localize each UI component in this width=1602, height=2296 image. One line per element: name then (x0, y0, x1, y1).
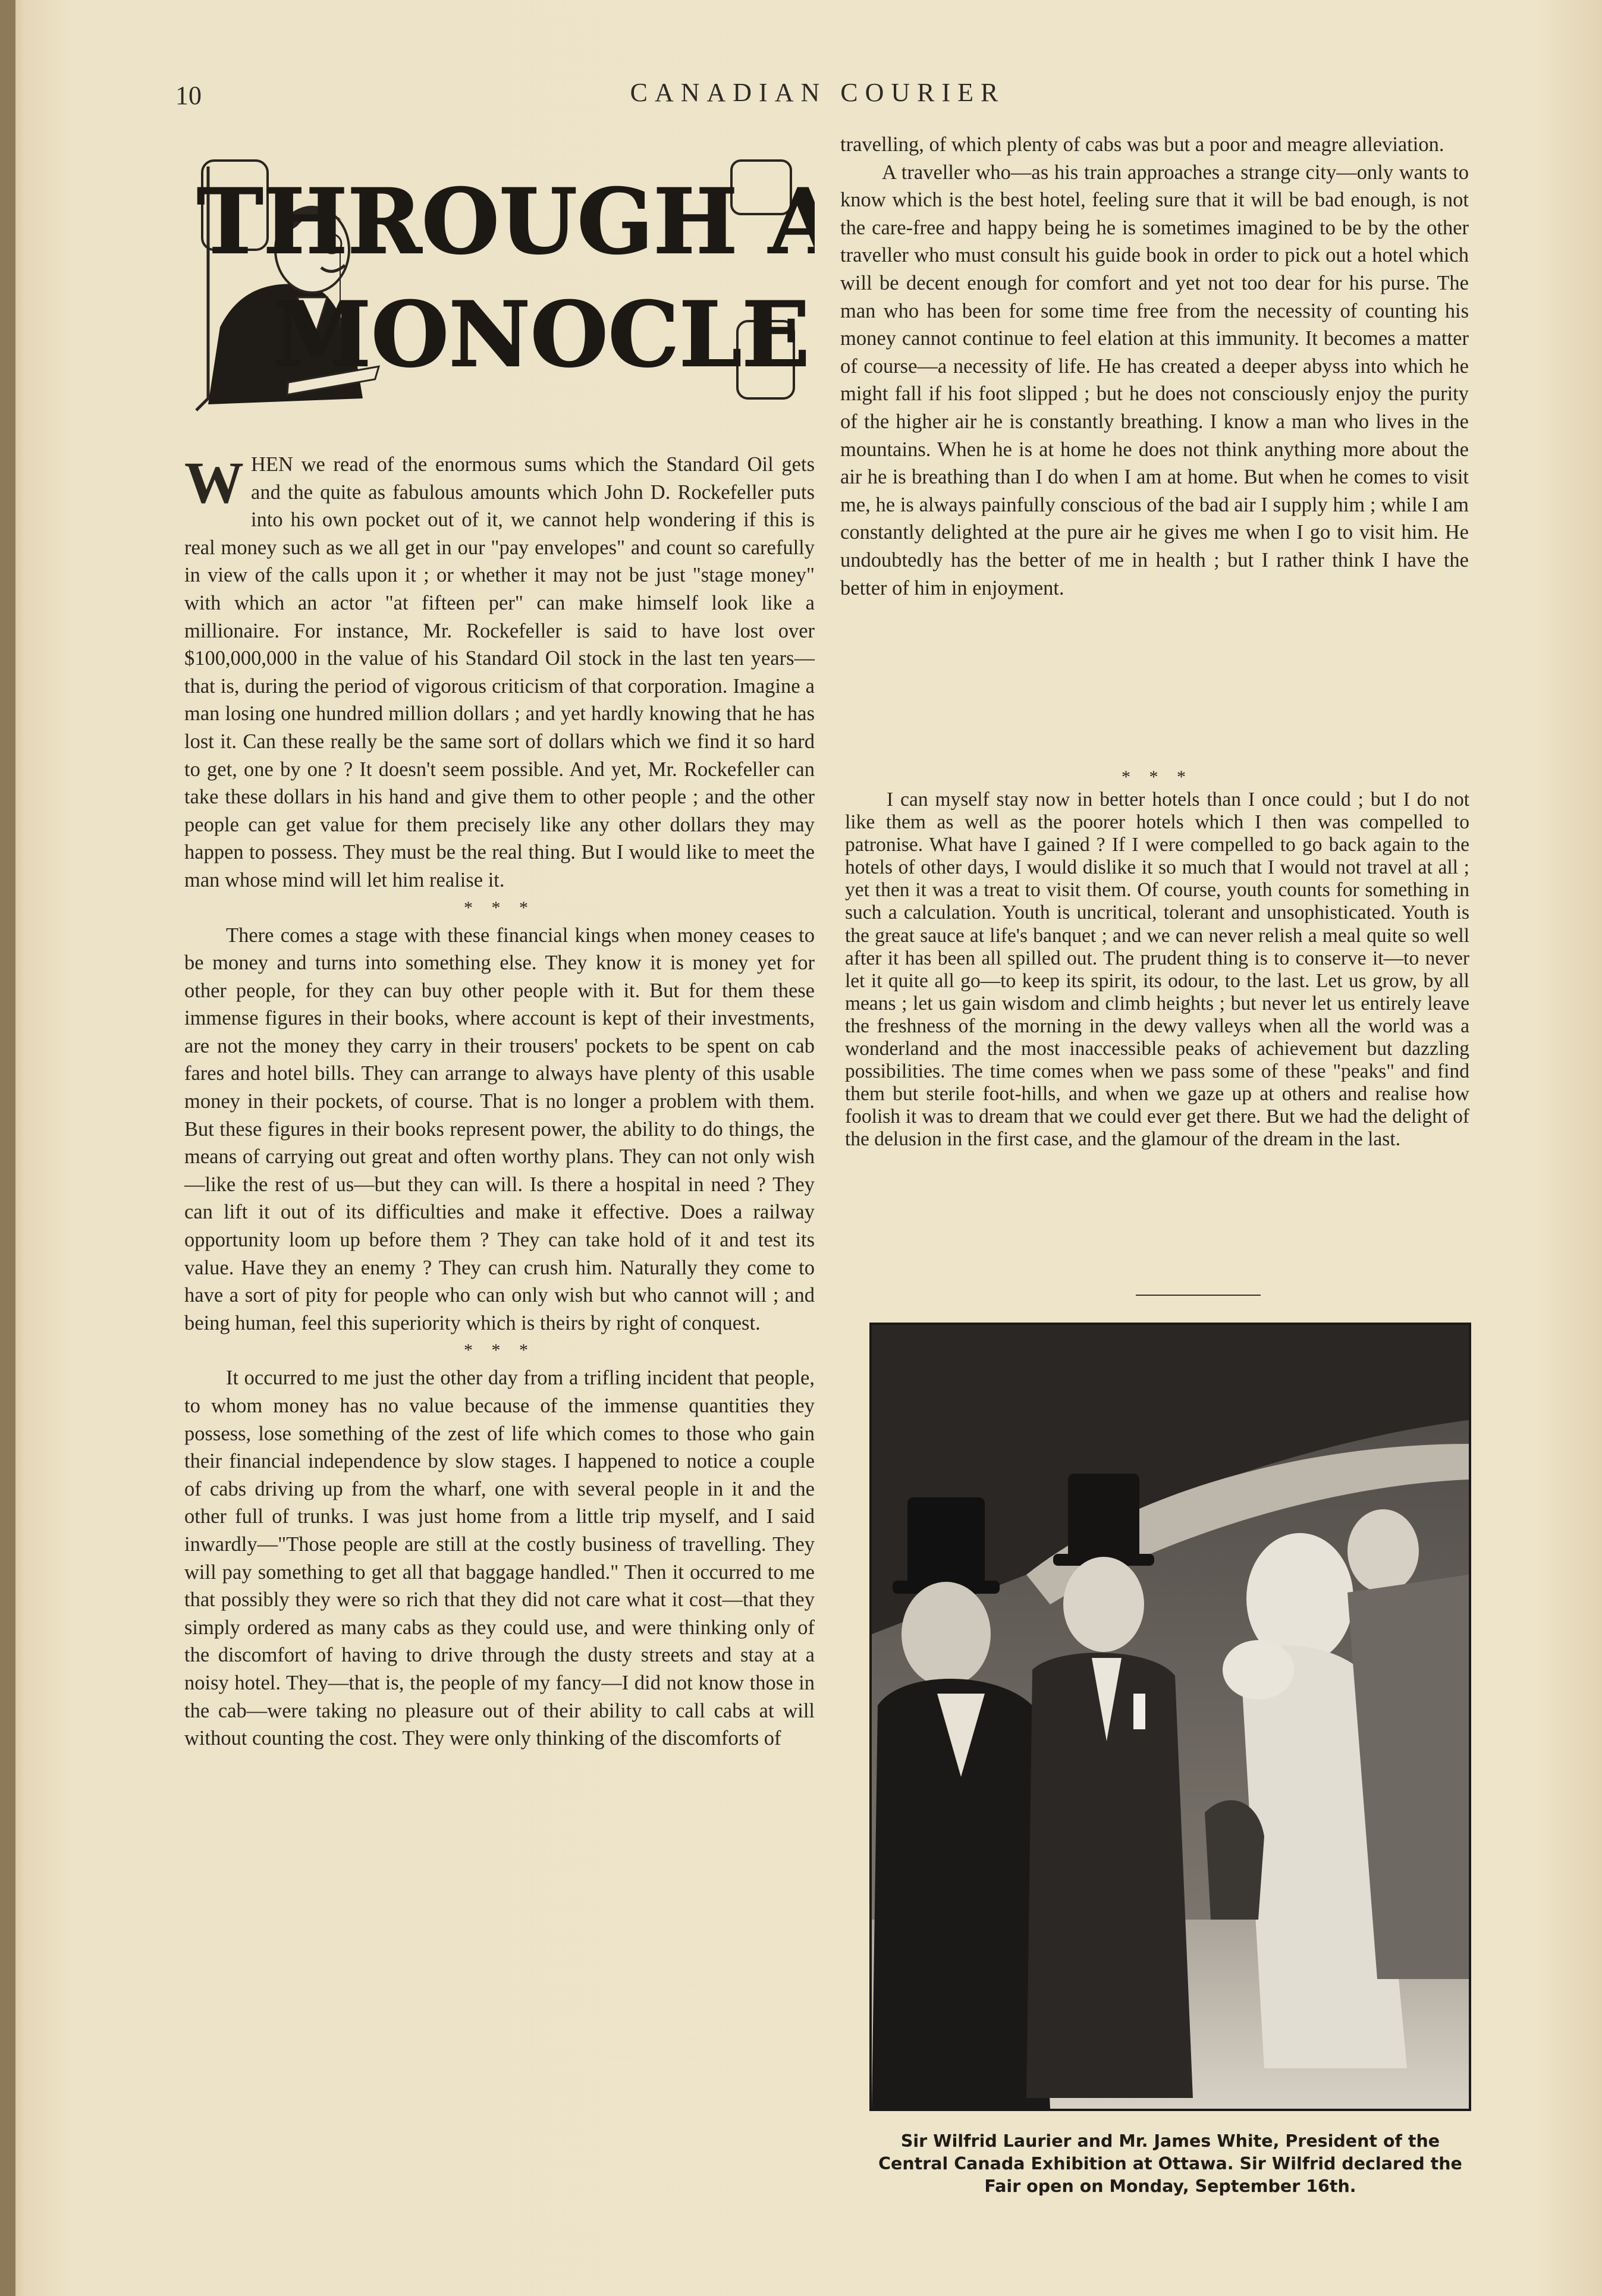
news-photograph (869, 1323, 1471, 2111)
banner-title-line2: MONOCLE (272, 282, 810, 387)
masthead: CANADIAN COURIER (630, 78, 1006, 107)
binding-edge (0, 0, 15, 2296)
paragraph-4: A traveller who—as his train approaches a strange city—only wants to know which is the best hotel, feeling sure that it will be bad enough, is not the care-free and happy being he is sometimes imagined to be by the other traveller who must consult his guide book in order to pick out a hotel which will be decent enough for comfort and yet not too dear for his purse. The man who has been for some time free from the necessity of counting his money cannot continue to feel elation at this immunity. It becomes a matter of course—a necessity of life. He has created a deeper abyss into which he might fall if his foot slipped ; but he does not consciously enjoy the purity of the higher air he is constantly breathing. I know a man who lives in the mountains. When he is at home he does not think anything more about the air he is breathing than I do when I am at home. But when he comes to visit me, he is always painfully conscious of the bad air I supply him ; while I am constantly delighted at the pure air he gives me when I go to visit him. He undoubtedly has the better of me in health ; but I rather think I have the better of him in enjoyment. (840, 161, 1469, 599)
banner-title-line1: THROUGH A (197, 169, 815, 274)
section-divider-3: * * * (1122, 767, 1193, 787)
continuation-text: travelling, of which plenty of cabs was but a poor and meagre alleviation. (840, 133, 1444, 156)
column-banner (184, 149, 815, 422)
monocle-man-illustration (184, 149, 815, 422)
laurier-white-photo (872, 1325, 1469, 2109)
page-number: 10 (175, 81, 202, 110)
column-rule (1136, 1295, 1261, 1296)
paragraph-5: I can myself stay now in better hotels than I once could ; but I do not like them as well as the poorer hotels which I then was compelled to patronise. What have I gained ? If I were compelled to go back again to the hotels of other days, I would dislike it so much that I would not travel at all ; yet then it was a treat to visit them. Of course, youth counts for something in such a calculation. Youth is uncritical, tolerant and unsophisticated. Youth is the great sauce at life's banquet ; and we can never relish a meal quite so well after it has been all spilled out. The prudent thing is to conserve it—to never let it quite all go—to keep its spirit, its odour, to the last. Let us grow, by all means ; let us gain wisdom and climb heights ; but never let us entirely leave the freshness of the morning in the dewy valleys when all the world was a wonderland and the most inaccessible peaks of achievement but dazzling possibilities. The time comes when we pass some of these "peaks" and find them but sterile foot-hills, and when we gaze up at others and realise how foolish it was to dream that we could ever get there. But we had the delight of the delusion in the first case, and the glamour of the dream in the last. (845, 789, 1469, 1151)
right-column-top (840, 131, 1469, 602)
left-column (184, 451, 815, 1752)
photo-caption: Sir Wilfrid Laurier and Mr. James White, President of the Central Canada Exhibition at Ottawa. Sir Wilfrid declared the Fair open on Monday, September 16th. (878, 2131, 1462, 2196)
drop-cap: W (184, 450, 244, 516)
paragraph-3: It occurred to me just the other day from a trifling incident that people, to whom money has no value because of the immense quantities they possess, lose something of the zest of life which comes to those who gain their financial independence by slow stages. I happened to notice a couple of cabs driving up from the wharf, one with several people in it and the other full of trunks. I was just home from a little trip myself, and I said inwardly—"Those people are still at the costly business of travelling. They will pay something to get all that baggage handled." Then it occurred to me that possibly they were so rich that they did not care what it cost—that they simply ordered as many cabs as they could use, and were thinking only of the discomfort of having to drive through the dusty streets and stay at a noisy hotel. They—that is, the people of my fancy—I did not know those in the cab—were taking no pleasure out of their ability to call cabs at will without counting the cost. They were only thinking of the discomforts of (184, 1367, 815, 1750)
paragraph-1-text: HEN we read of the enormous sums which the Standard Oil gets and the quite as fabulous amounts which John D. Rockefeller puts into his own pocket out of it, we cannot help wondering if this is real money such as we all get in our "pay envelopes" and count so carefully in view of the calls upon it ; or whether it may not be just "stage money" with which an actor "at fifteen per" can make himself look like a millionaire. For instance, Mr. Rockefeller is said to have lost over $100,000,000 in the value of his Standard Oil stock in the last ten years—that is, during the period of vigorous criticism of that corporation. Imagine a man losing one hundred million dollars ; and yet hardly knowing that he has lost it. Can these really be the same sort of dollars which we find it so hard to get, one by one ? It doesn't seem possible. And yet, Mr. Rockefeller can take these dollars in his hand and give them to other people ; and the other people can get value for them precisely like any other dollars they may happen to possess. They must be the real thing. But I would like to meet the man whose mind will let him realise it. (184, 453, 815, 891)
section-divider-1: * * * (464, 897, 535, 918)
page-header (175, 74, 1460, 116)
right-column-lower (845, 766, 1469, 1151)
paragraph-1 (184, 451, 815, 894)
section-divider-2: * * * (464, 1340, 535, 1361)
paragraph-2: There comes a stage with these financial kings when money ceases to be money and turns into something else. They know it is money yet for other people, for they can buy other people with it. But for them these immense figures in their books, where account is kept of their investments, are not the money they carry in their trousers' pockets to be spent on cab fares and hotel bills. They can arrange to always have plenty of this usable money in their pockets, of course. That is no longer a problem with them. But these figures in their books represent power, the ability to do things, the means of carrying out great and often worthy plans. They can not only wish—like the rest of us—but they can will. Is there a hospital in need ? They can lift it out of its difficulties and make it effective. Does a railway opportunity loom up before them ? They can take hold of it and test its value. Have they an enemy ? They can crush him. Naturally they come to have a sort of pity for people who can only wish but who cannot will ; and being human, feel this superiority which is theirs by right of conquest. (184, 924, 815, 1334)
